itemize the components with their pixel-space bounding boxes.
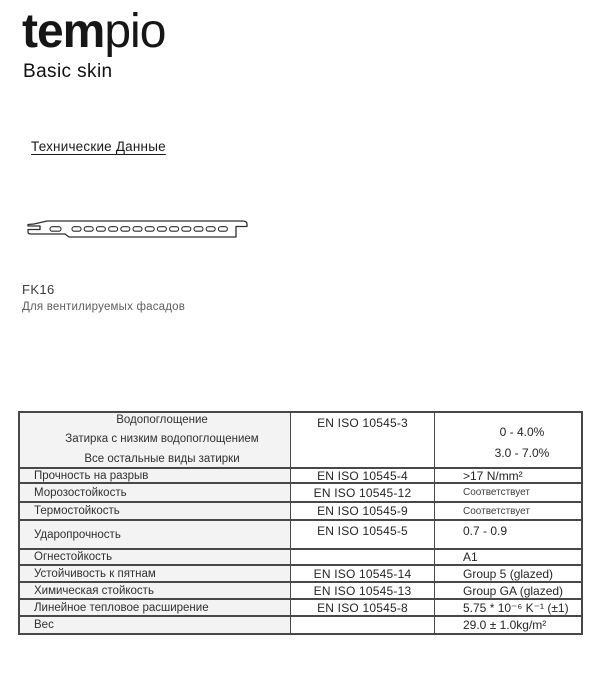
standard-cell <box>291 566 435 581</box>
brand-logo-light-part: pio <box>104 5 166 58</box>
property-cell <box>20 484 291 501</box>
value-text: Group 5 (glazed) <box>463 566 554 581</box>
standard-cell <box>291 550 435 564</box>
property-text: Прочность на разрыв <box>34 469 149 482</box>
product-code: FK16 <box>22 282 55 297</box>
value-cell <box>435 583 581 598</box>
value-cell <box>435 600 581 615</box>
property-text: Химическая стойкость <box>34 584 154 597</box>
standard-cell <box>291 503 435 519</box>
value-line: 3.0 - 7.0% <box>494 446 550 460</box>
value-cell <box>435 503 581 519</box>
property-line: Водопоглощение <box>116 413 208 426</box>
property-cell <box>20 550 291 564</box>
standard-cell <box>291 521 435 548</box>
table-row-water-absorption <box>20 413 581 469</box>
technical-data-table <box>18 411 583 635</box>
property-text: Линейное тепловое расширение <box>34 601 209 614</box>
product-line-subtitle: Basic skin <box>23 61 113 82</box>
value-text: A1 <box>463 550 478 564</box>
panel-cross-section-icon <box>20 213 248 241</box>
property-text: Ударопрочность <box>34 528 121 541</box>
table-row-fire-resistance <box>20 550 581 566</box>
value-cell <box>435 484 581 501</box>
property-line: Затирка с низким водопоглощением <box>65 433 259 446</box>
property-cell <box>20 521 291 548</box>
property-cell <box>20 503 291 519</box>
standard-text: EN ISO 10545-5 <box>317 524 408 538</box>
brand-logo-bold-part: tem <box>22 5 105 58</box>
value-cell <box>435 469 581 482</box>
standard-cell <box>291 484 435 501</box>
standard-text: EN ISO 10545-4 <box>317 469 408 482</box>
value-text: 29.0 ± 1.0kg/m² <box>463 618 547 632</box>
table-row-tensile-strength <box>20 469 581 484</box>
property-text: Огнестойкость <box>34 551 113 563</box>
property-cell <box>20 617 291 633</box>
property-cell <box>20 469 291 482</box>
value-text: Соответствует <box>463 505 530 517</box>
standard-text: EN ISO 10545-13 <box>313 583 412 598</box>
standard-cell <box>291 413 435 467</box>
table-row-thermal-shock-resistance <box>20 503 581 521</box>
table-row-linear-thermal-expansion <box>20 600 581 617</box>
table-row-stain-resistance <box>20 566 581 583</box>
table-row-frost-resistance <box>20 484 581 503</box>
table-row-impact-resistance <box>20 521 581 550</box>
standard-text: EN ISO 10545-12 <box>313 485 412 500</box>
property-text: Вес <box>34 619 54 631</box>
value-cell <box>435 566 581 581</box>
property-cell <box>20 413 291 467</box>
property-cell <box>20 566 291 581</box>
value-line: 0 - 4.0% <box>499 425 545 439</box>
value-cell <box>435 550 581 564</box>
value-cell <box>435 413 581 467</box>
standard-text: EN ISO 10545-14 <box>313 566 412 581</box>
value-cell <box>435 617 581 633</box>
table-row-weight <box>20 617 581 633</box>
standard-cell <box>291 617 435 633</box>
property-text: Термостойкость <box>34 505 120 517</box>
value-text: >17 N/mm² <box>463 469 523 482</box>
standard-text: EN ISO 10545-3 <box>317 416 408 430</box>
technical-data-link[interactable]: Технические Данные <box>31 139 166 154</box>
table-row-chemical-resistance <box>20 583 581 600</box>
property-cell <box>20 583 291 598</box>
property-cell <box>20 600 291 615</box>
value-text: 0.7 - 0.9 <box>463 524 508 538</box>
standard-cell <box>291 583 435 598</box>
standard-text: EN ISO 10545-8 <box>317 600 408 615</box>
property-text: Морозостойкость <box>34 486 127 499</box>
standard-cell <box>291 600 435 615</box>
value-text: Соответствует <box>463 487 530 498</box>
value-text: Group GA (glazed) <box>463 583 564 598</box>
standard-cell <box>291 469 435 482</box>
property-line: Все остальные виды затирки <box>84 452 240 465</box>
brand-logo <box>22 6 165 58</box>
value-text: 5.75 * 10⁻⁶ K⁻¹ (±1) <box>463 600 569 615</box>
property-text: Устойчивость к пятнам <box>34 567 156 580</box>
standard-text: EN ISO 10545-9 <box>317 504 408 518</box>
value-cell <box>435 521 581 548</box>
product-description: Для вентилируемых фасадов <box>22 301 186 313</box>
